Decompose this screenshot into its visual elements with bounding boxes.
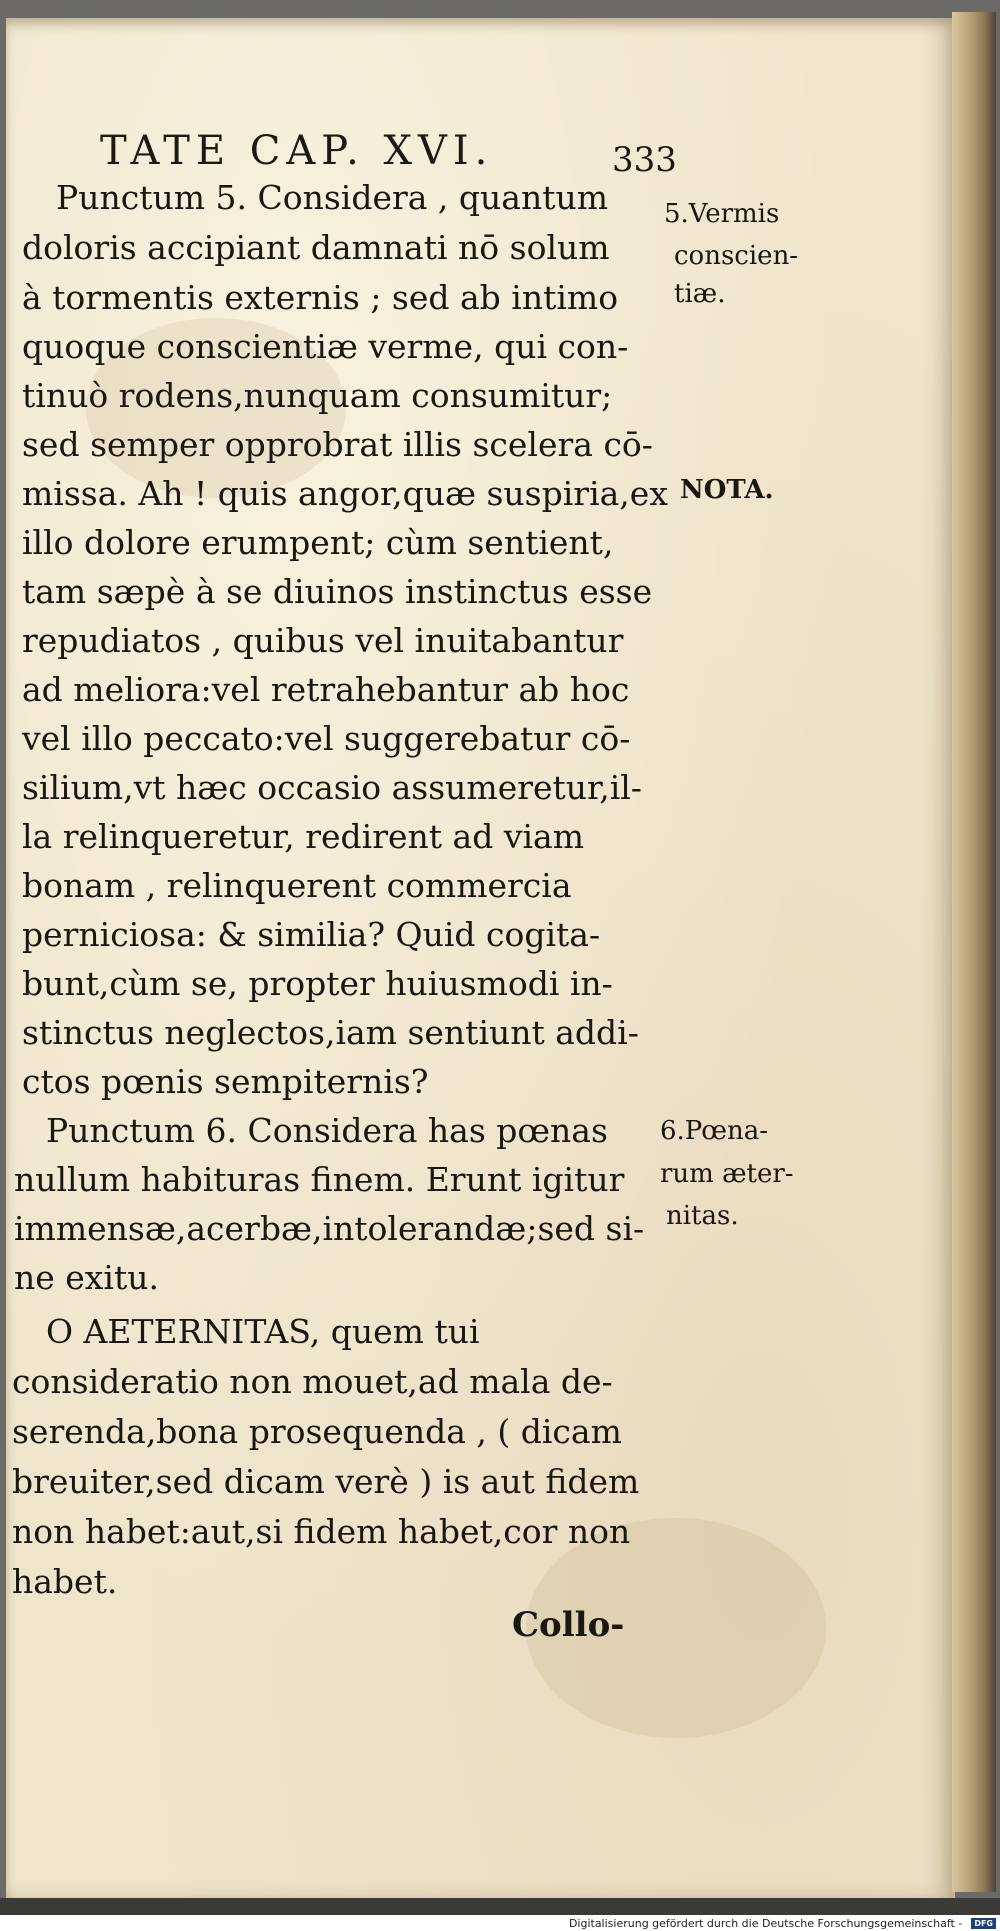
text-line: ctos pœnis sempiternis?	[22, 1062, 429, 1101]
text-line: breuiter,sed dicam verè ) is aut fidem	[12, 1462, 640, 1501]
text-line: la relinqueretur, redirent ad viam	[22, 817, 584, 856]
text-line: quoque conscientiæ verme, qui con-	[22, 327, 629, 366]
text-line: bunt,cùm se, propter huiusmodi in-	[22, 964, 613, 1003]
page-number: 333	[612, 140, 677, 180]
text-line: serenda,bona prosequenda , ( dicam	[12, 1412, 622, 1451]
scan-border	[0, 1898, 1000, 1915]
text-line: immensæ,acerbæ,intolerandæ;sed si-	[14, 1209, 645, 1248]
book-spine-edge	[952, 12, 996, 1892]
text-line: tinuò rodens,nunquam consumitur;	[22, 376, 613, 415]
text-line: à tormentis externis ; sed ab intimo	[22, 278, 619, 317]
text-line: illo dolore erumpent; cùm sentient,	[22, 523, 614, 562]
text-line: consideratio non mouet,ad mala de-	[12, 1362, 613, 1401]
text-line: nullum habituras finem. Erunt igitur	[14, 1160, 625, 1199]
text-line: tam sæpè à se diuinos instinctus esse	[22, 572, 653, 611]
digitization-credit-bar	[0, 1915, 1000, 1931]
margin-note: NOTA.	[680, 475, 774, 505]
text-line: bonam , relinquerent commercia	[22, 866, 572, 905]
text-line: O AETERNITAS, quem tui	[46, 1312, 480, 1351]
text-line: Punctum 5. Considera , quantum	[56, 178, 609, 217]
text-line: sed semper opprobrat illis scelera cō-	[22, 425, 653, 464]
text-line: doloris accipiant damnati nō solum	[22, 228, 610, 267]
text-line: vel illo peccato:vel suggerebatur cō-	[22, 719, 631, 758]
text-line: habet.	[12, 1562, 118, 1601]
text-line: silium,vt hæc occasio assumeretur,il-	[22, 768, 642, 807]
text-line: non habet:aut,si fidem habet,cor non	[12, 1512, 631, 1551]
text-line: missa. Ah ! quis angor,quæ suspiria,ex	[22, 474, 668, 513]
text-line: ne exitu.	[14, 1258, 159, 1297]
margin-note: rum æter-	[660, 1159, 794, 1189]
dfg-logo-icon: DFG	[971, 1918, 996, 1929]
catchword: Collo-	[512, 1605, 625, 1645]
running-title: TATE CAP. XVI.	[100, 128, 494, 174]
text-line: Punctum 6. Considera has pœnas	[46, 1111, 608, 1150]
digitization-credit: Digitalisierung gefördert durch die Deutsche Forschungsgemeinschaft -	[568, 1916, 963, 1930]
text-line: stinctus neglectos,iam sentiunt addi-	[22, 1013, 639, 1052]
margin-note: nitas.	[666, 1201, 739, 1231]
margin-note: 5.Vermis	[664, 199, 780, 229]
margin-note: 6.Pœna-	[660, 1116, 768, 1146]
text-line: ad meliora:vel retrahebantur ab hoc	[22, 670, 630, 709]
text-line: repudiatos , quibus vel inuitabantur	[22, 621, 624, 660]
margin-note: tiæ.	[674, 279, 726, 309]
text-line: perniciosa: & similia? Quid cogita-	[22, 915, 601, 954]
margin-note: conscien-	[674, 241, 799, 271]
